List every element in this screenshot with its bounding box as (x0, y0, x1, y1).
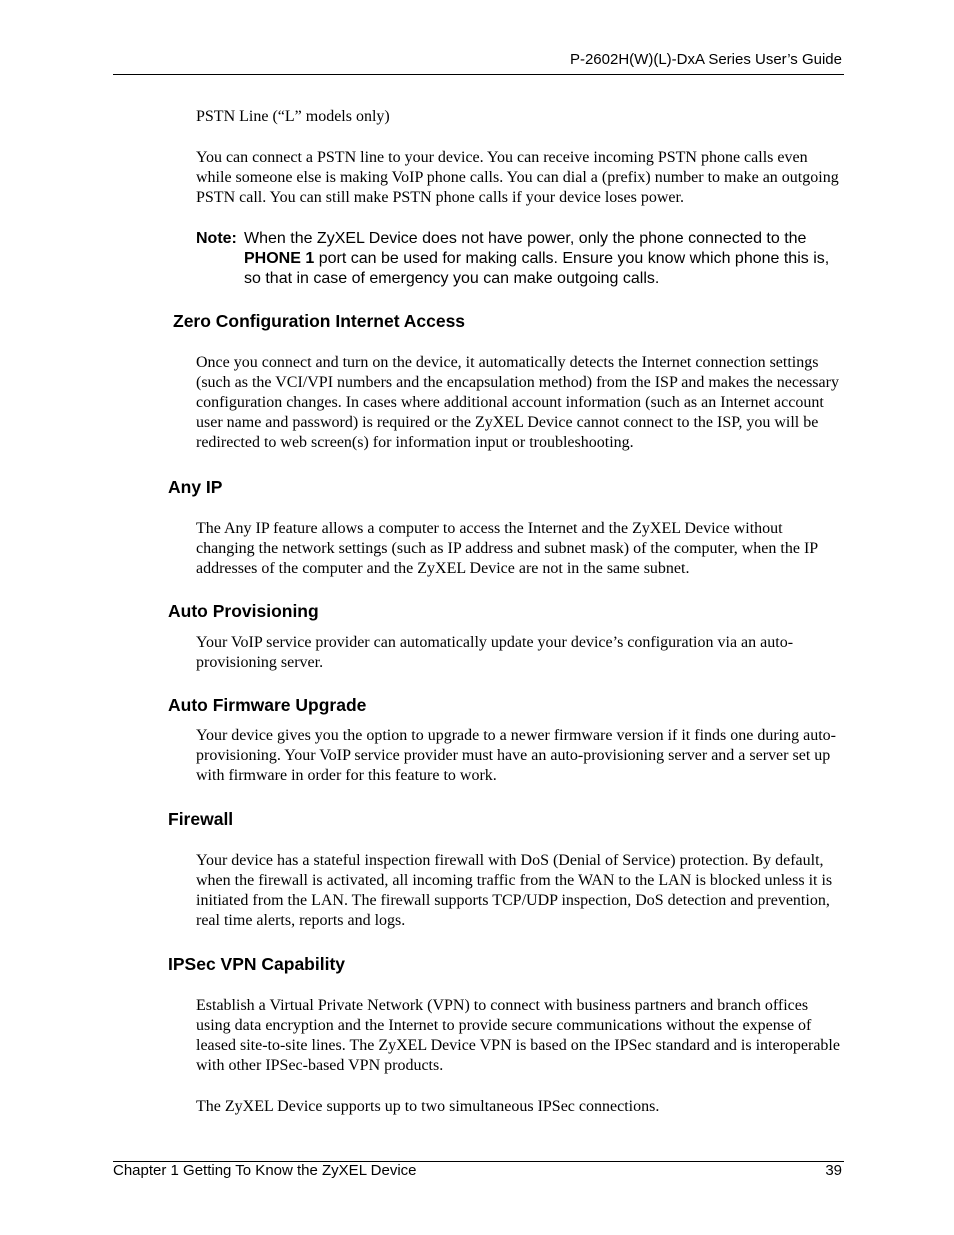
header-rule (113, 74, 844, 75)
pstn-paragraph: You can connect a PSTN line to your device. You can receive incoming PSTN phone calls even while someone else is making VoIP phone calls. You can dial a (prefix) number to make an outgoing PSTN call. You can still make PSTN phone calls if your device loses power. (196, 149, 839, 206)
heading-auto-provisioning: Auto Provisioning (168, 601, 319, 621)
running-header: P-2602H(W)(L)-DxA Series User’s Guide (569, 51, 842, 68)
auto-provisioning-paragraph: Your VoIP service provider can automatically update your device’s configuration via an auto-provisioning server. (196, 634, 794, 671)
note-phone-port: PHONE 1 (244, 250, 315, 267)
heading-zero-config: Zero Configuration Internet Access (173, 311, 466, 331)
heading-firewall: Firewall (168, 809, 234, 829)
note-label: Note: (196, 230, 237, 247)
auto-firmware-paragraph: Your device gives you the option to upgrade to a newer firmware version if it finds one during auto-provisioning. Your VoIP service provider must have an auto-provisioning server and a server set up with firmware in order for this feature to work. (196, 727, 836, 784)
ipsec-paragraph-2: The ZyXEL Device supports up to two simultaneous IPSec connections. (196, 1098, 660, 1115)
note-text-before: When the ZyXEL Device does not have power, only the phone connected to the (244, 230, 807, 247)
footer-page-number: 39 (825, 1162, 842, 1179)
footer-chapter: Chapter 1 Getting To Know the ZyXEL Device (113, 1162, 417, 1179)
ipsec-paragraph-1: Establish a Virtual Private Network (VPN) to connect with business partners and branch offices using data encryption and the Internet to provide secure communications without the expense of leased site-to-site lines. The ZyXEL Device VPN is based on the IPSec standard and is interoperable with other IPSec-based VPN products. (196, 997, 840, 1074)
note-text-after: port can be used for making calls. Ensure you know which phone this is, so that in case of emergency you can make outgoing calls. (244, 250, 830, 287)
heading-any-ip: Any IP (168, 477, 223, 497)
note-box (196, 229, 846, 289)
firewall-paragraph: Your device has a stateful inspection firewall with DoS (Denial of Service) protection. By default, when the firewall is activated, all incoming traffic from the WAN to the LAN is blocked unless it is initiated from the LAN. The firewall supports TCP/UDP inspection, DoS detection and prevention, real time alerts, reports and logs. (196, 852, 833, 929)
heading-auto-firmware: Auto Firmware Upgrade (168, 695, 367, 715)
zero-config-paragraph: Once you connect and turn on the device, it automatically detects the Internet connection settings (such as the VCI/VPI numbers and the encapsulation method) from the ISP and makes the necessary configuration changes. In cases where additional account information (such as an Internet account user name and password) is required or the ZyXEL Device cannot connect to the ISP, you will be redirected to web screen(s) for information input or troubleshooting. (196, 354, 839, 451)
any-ip-paragraph: The Any IP feature allows a computer to access the Internet and the ZyXEL Device without changing the network settings (such as IP address and subnet mask) of the computer, when the IP addresses of the computer and the ZyXEL Device are not in the same subnet. (196, 520, 818, 577)
heading-ipsec-vpn: IPSec VPN Capability (168, 954, 346, 974)
pstn-title: PSTN Line (“L” models only) (196, 108, 390, 125)
note-text (244, 229, 846, 289)
